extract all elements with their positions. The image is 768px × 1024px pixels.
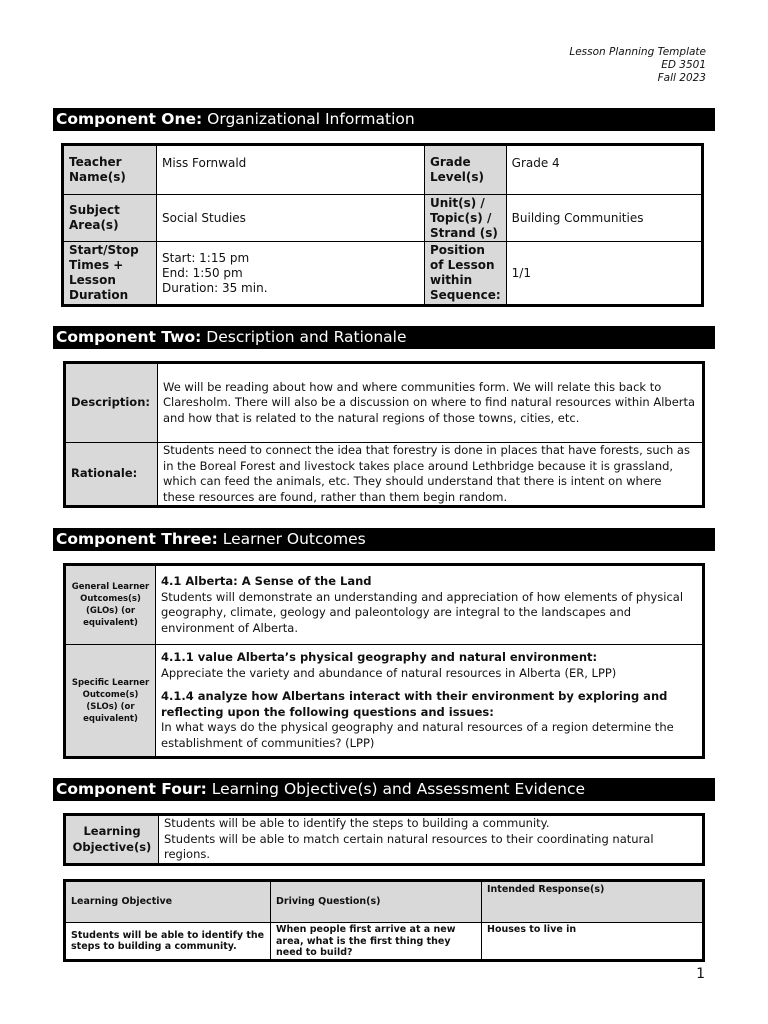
component-four-heading: Component Four: Learning Objective(s) and Assessment Evidence [53,778,715,801]
template-title: Lesson Planning Template [569,46,706,58]
glo-cell [156,565,704,645]
times-value [157,242,425,306]
document-header [569,46,706,85]
duration: Duration: 35 min. [162,280,268,295]
course-code: ED 3501 [661,59,706,71]
slo1-title: 4.1.1 value Alberta’s physical geography and natural environment: [161,650,598,664]
col-intended-response: Intended Response(s) [482,881,704,923]
description-label: Description: [65,363,158,443]
times-label: Start/Stop Times + Lesson Duration [63,242,157,306]
learning-objectives-table [63,813,705,866]
glo-title: 4.1 Alberta: A Sense of the Land [161,574,372,588]
table-cell: Houses to live in [482,923,704,961]
grade-value: Grade 4 [506,145,702,195]
slo1-text: Appreciate the variety and abundance of natural resources in Alberta (ER, LPP) [161,665,617,680]
component-two-heading: Component Two: Description and Rationale [53,326,715,349]
col-driving-question: Driving Question(s) [271,881,482,923]
rationale-text: Students need to connect the idea that forestry is done in places that have forests, such as in the Boreal Forest and livestock takes place around Lethbridge because it is grassland, which can feed the animals, etc. They should understand that there is intent on where these resources are found, rather than them begin random. [158,443,704,507]
learner-outcomes-table [63,563,705,759]
assessment-table [63,879,705,962]
rationale-label: Rationale: [65,443,158,507]
table-cell: When people first arrive at a new area, what is the first thing they need to build? [271,923,482,961]
table-cell: Students will be able to identify the steps to building a community. [65,923,271,961]
subject-label: Subject Area(s) [63,195,157,242]
learning-objectives-text [159,815,704,865]
component-three-heading: Component Three: Learner Outcomes [53,528,715,551]
subject-value: Social Studies [157,195,425,242]
start-time: Start: 1:15 pm [162,250,250,265]
unit-value: Building Communities [506,195,702,242]
slo-label: Specific Learner Outcome(s) (SLOs) (or equivalent) [65,645,156,758]
teacher-value: Miss Fornwald [157,145,425,195]
component-one-heading: Component One: Organizational Information [53,108,715,131]
description-rationale-table [63,361,705,508]
glo-text: Students will demonstrate an understanding and appreciation of how elements of physical geography, climate, geology and paleontology are integral to the landscapes and environment of Alberta. [161,589,684,635]
term: Fall 2023 [657,72,706,84]
objective-line-1: Students will be able to identify the steps to building a community. [164,816,550,831]
end-time: End: 1:50 pm [162,265,243,280]
objective-line-2: Students will be able to match certain natural resources to their coordinating natural regions. [164,831,654,862]
slo2-title: 4.1.4 analyze how Albertans interact with their environment by exploring and reflecting upon the following questions and issues: [161,689,668,719]
unit-label: Unit(s) / Topic(s) / Strand (s) [425,195,507,242]
grade-label: Grade Level(s) [425,145,507,195]
learning-objectives-label: Learning Objective(s) [65,815,159,865]
teacher-label: Teacher Name(s) [63,145,157,195]
slo2-text: In what ways do the physical geography and natural resources of a region determine the establishment of communities? (LPP) [161,720,674,750]
description-text: We will be reading about how and where communities form. We will relate this back to Claresholm. There will also be a discussion on where to find natural resources within Alberta and how that is related to the natural regions of those towns, cities, etc. [158,363,704,443]
position-label: Position of Lesson within Sequence: [425,242,507,306]
slo-cell [156,645,704,758]
organizational-info-table [61,143,704,307]
col-learning-objective: Learning Objective [65,881,271,923]
position-value: 1/1 [506,242,702,306]
page-number: 1 [696,966,705,982]
glo-label: General Learner Outcomes(s) (GLOs) (or equivalent) [65,565,156,645]
